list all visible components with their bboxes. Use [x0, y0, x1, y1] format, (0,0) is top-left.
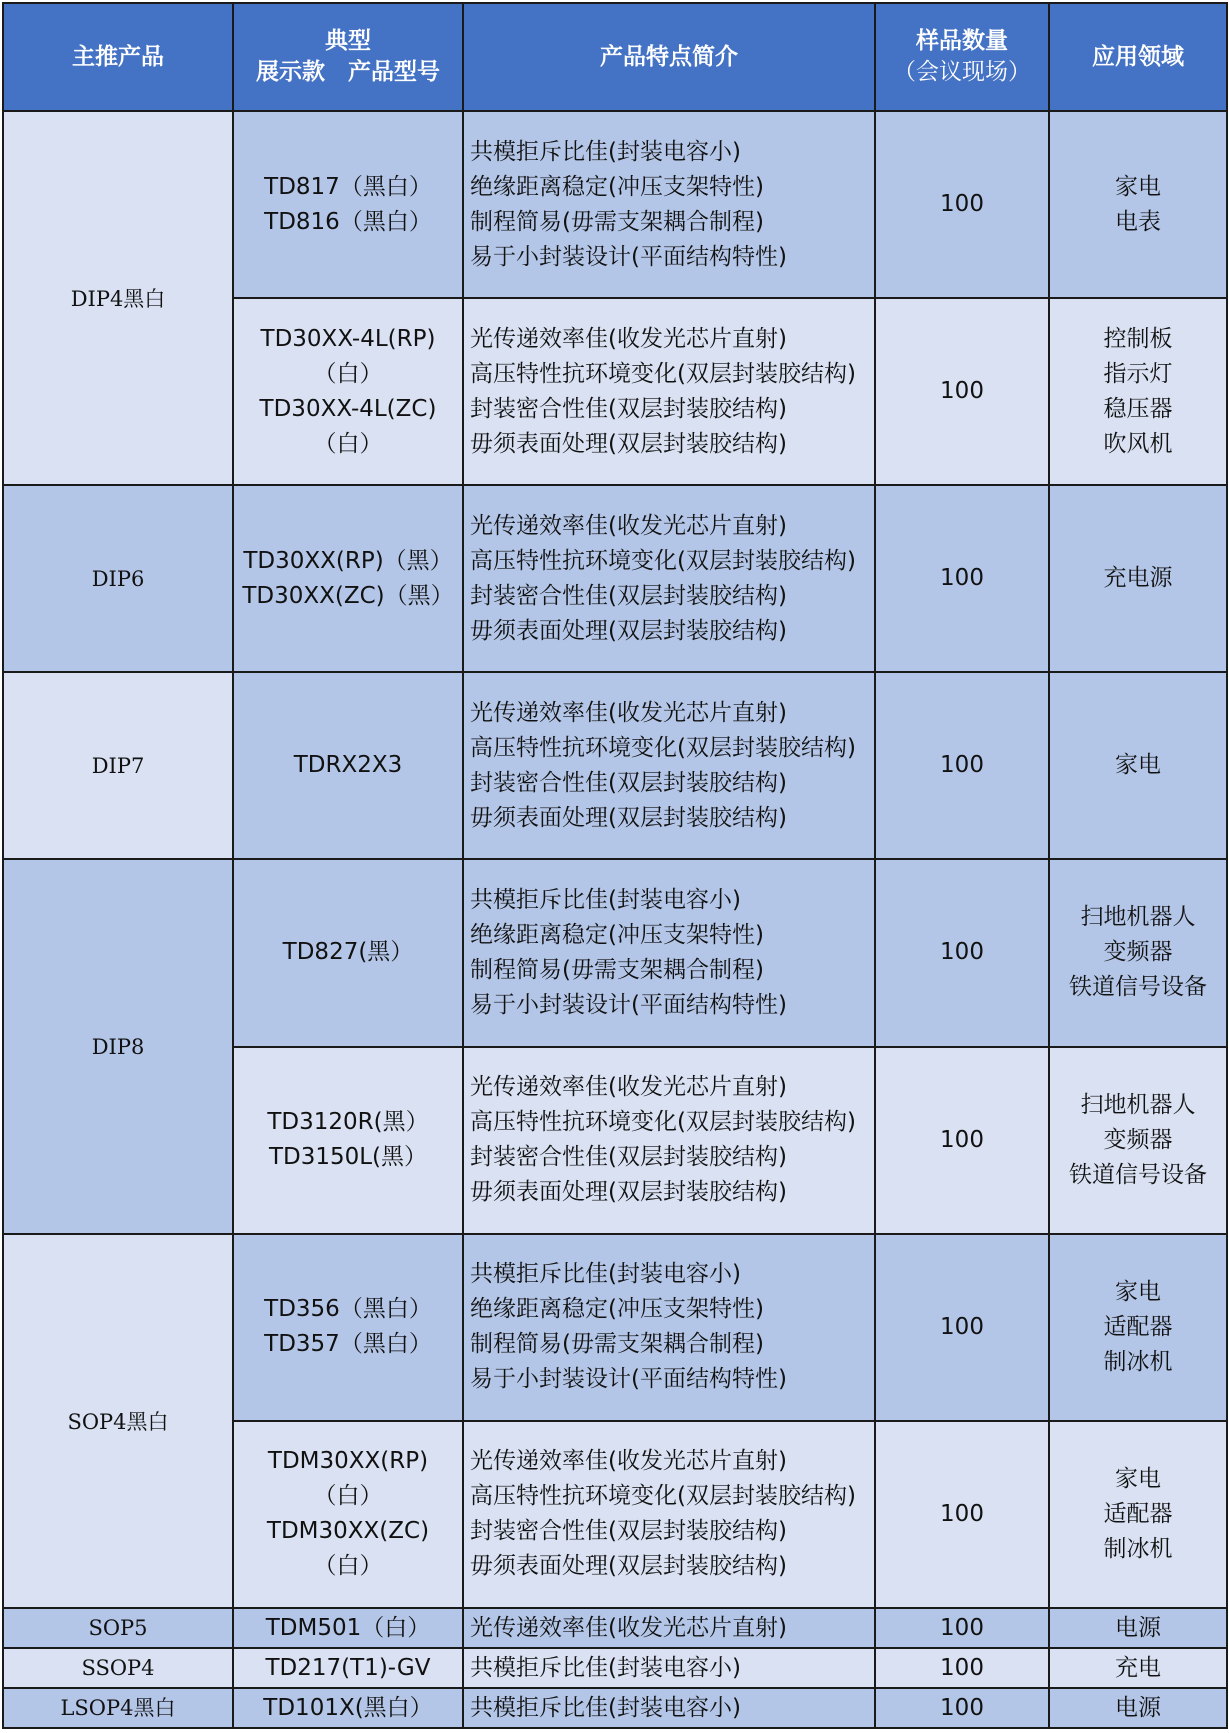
header-main-product: 主推产品 [3, 3, 233, 111]
model-cell-line: TDRX2X3 [293, 752, 403, 779]
features-cell-line: 高压特性抗环境变化(双层封装胶结构) [470, 547, 856, 574]
application-cell-line: 家电 [1115, 752, 1161, 779]
features-cell-line: 共模拒斥比佳(封装电容小) [470, 1694, 741, 1721]
application-cell-line: 指示灯 [1103, 360, 1173, 387]
model-cell-line: TD30XX-4L(RP) [260, 325, 436, 352]
header-features: 产品特点简介 [463, 3, 875, 111]
features-cell-line: 封装密合性佳(双层封装胶结构) [470, 395, 787, 422]
features-cell [463, 1234, 875, 1421]
features-cell-line: 封装密合性佳(双层封装胶结构) [470, 1518, 787, 1545]
features-cell-line: 共模拒斥比佳(封装电容小) [470, 138, 741, 165]
application-cell-line: 稳压器 [1103, 395, 1173, 422]
application-cell-line: 制冰机 [1103, 1348, 1173, 1375]
features-cell-line: 绝缘距离稳定(冲压支架特性) [470, 1296, 764, 1323]
features-cell [463, 1648, 875, 1688]
quantity-cell: 100 [875, 1608, 1049, 1648]
features-cell-line: 光传递效率佳(收发光芯片直射) [470, 325, 787, 352]
features-cell-line: 绝缘距离稳定(冲压支架特性) [470, 173, 764, 200]
quantity-cell: 100 [875, 859, 1049, 1046]
application-cell-line: 电源 [1115, 1694, 1161, 1721]
model-cell-line: TD817（黑白） [264, 173, 432, 200]
application-cell-line: 电源 [1115, 1614, 1161, 1641]
table-row [3, 1688, 1227, 1728]
application-cell [1049, 859, 1227, 1046]
model-cell [233, 859, 463, 1046]
model-cell-line: TD101X(黑白） [263, 1694, 433, 1721]
product-group-cell: SOP4黑白 [3, 1234, 233, 1608]
table-row [3, 1608, 1227, 1648]
table-row [3, 1648, 1227, 1688]
header-qty-line2: （会议现场） [893, 59, 1031, 85]
model-cell-line: TDM501（白） [265, 1614, 431, 1641]
features-cell-line: 制程简易(毋需支架耦合制程) [470, 208, 764, 235]
model-cell-line: TD357（黑白） [264, 1331, 432, 1358]
features-cell [463, 859, 875, 1046]
features-cell-line: 高压特性抗环境变化(双层封装胶结构) [470, 360, 856, 387]
model-cell-line: （白） [313, 1553, 383, 1580]
quantity-cell: 100 [875, 1421, 1049, 1608]
model-cell-line: （白） [313, 1483, 383, 1510]
product-group-cell: DIP8 [3, 859, 233, 1233]
application-cell [1049, 672, 1227, 859]
application-cell-line: 吹风机 [1103, 430, 1173, 457]
model-cell [233, 111, 463, 298]
header-model [233, 3, 463, 111]
application-cell-line: 电表 [1115, 208, 1161, 235]
table-row [3, 859, 1227, 1046]
features-cell-line: 共模拒斥比佳(封装电容小) [470, 886, 741, 913]
application-cell-line: 充电源 [1103, 565, 1173, 592]
features-cell-line: 绝缘距离稳定(冲压支架特性) [470, 921, 764, 948]
table-row [3, 111, 1227, 298]
application-cell-line: 扫地机器人 [1080, 904, 1196, 931]
features-cell-line: 毋须表面处理(双层封装胶结构) [470, 430, 787, 457]
product-group-cell: DIP4黑白 [3, 111, 233, 485]
application-cell [1049, 1421, 1227, 1608]
application-cell-line: 家电 [1115, 173, 1161, 200]
application-cell-line: 变频器 [1103, 1126, 1173, 1153]
model-cell-line: TDM30XX(ZC) [266, 1518, 430, 1545]
features-cell-line: 毋须表面处理(双层封装胶结构) [470, 617, 787, 644]
model-cell [233, 1688, 463, 1728]
model-cell-line: （白） [313, 430, 383, 457]
model-cell-line: TD30XX(RP)（黑） [243, 547, 453, 574]
application-cell [1049, 1047, 1227, 1234]
application-cell-line: 充电 [1115, 1654, 1161, 1681]
application-cell [1049, 1608, 1227, 1648]
application-cell [1049, 1688, 1227, 1728]
features-cell [463, 485, 875, 672]
model-cell [233, 485, 463, 672]
header-model-line1: 典型 [325, 28, 371, 54]
features-cell-line: 易于小封装设计(平面结构特性) [470, 1366, 787, 1393]
features-cell-line: 光传递效率佳(收发光芯片直射) [470, 1448, 787, 1475]
model-cell-line: TD30XX-4L(ZC) [259, 395, 437, 422]
application-cell-line: 变频器 [1103, 939, 1173, 966]
product-group-cell: DIP6 [3, 485, 233, 672]
product-group-cell: LSOP4黑白 [3, 1688, 233, 1728]
model-cell-line: TD827(黑） [282, 939, 414, 966]
application-cell [1049, 111, 1227, 298]
model-cell [233, 1234, 463, 1421]
features-cell-line: 毋须表面处理(双层封装胶结构) [470, 1553, 787, 1580]
features-cell-line: 易于小封装设计(平面结构特性) [470, 243, 787, 270]
product-group-cell: SSOP4 [3, 1648, 233, 1688]
quantity-cell: 100 [875, 485, 1049, 672]
features-cell-line: 制程简易(毋需支架耦合制程) [470, 1331, 764, 1358]
features-cell-line: 共模拒斥比佳(封装电容小) [470, 1654, 741, 1681]
features-cell-line: 高压特性抗环境变化(双层封装胶结构) [470, 1109, 856, 1136]
model-cell-line: TDM30XX(RP) [267, 1448, 429, 1475]
features-cell-line: 共模拒斥比佳(封装电容小) [470, 1261, 741, 1288]
application-cell-line: 控制板 [1103, 325, 1173, 352]
model-cell [233, 672, 463, 859]
quantity-cell: 100 [875, 1648, 1049, 1688]
features-cell [463, 1608, 875, 1648]
model-cell [233, 298, 463, 485]
product-group-cell: DIP7 [3, 672, 233, 859]
features-cell-line: 易于小封装设计(平面结构特性) [470, 991, 787, 1018]
product-group-cell: SOP5 [3, 1608, 233, 1648]
features-cell-line: 封装密合性佳(双层封装胶结构) [470, 1144, 787, 1171]
header-model-line2: 展示款 产品型号 [256, 59, 440, 85]
application-cell-line: 适配器 [1103, 1313, 1173, 1340]
table-row [3, 672, 1227, 859]
features-cell-line: 制程简易(毋需支架耦合制程) [470, 956, 764, 983]
features-cell [463, 1047, 875, 1234]
features-cell-line: 光传递效率佳(收发光芯片直射) [470, 1074, 787, 1101]
features-cell [463, 298, 875, 485]
quantity-cell: 100 [875, 1688, 1049, 1728]
features-cell-line: 毋须表面处理(双层封装胶结构) [470, 1179, 787, 1206]
model-cell [233, 1421, 463, 1608]
quantity-cell: 100 [875, 672, 1049, 859]
features-cell-line: 封装密合性佳(双层封装胶结构) [470, 582, 787, 609]
model-cell-line: TD30XX(ZC)（黑） [242, 582, 454, 609]
product-table [2, 2, 1228, 1729]
application-cell-line: 家电 [1115, 1465, 1161, 1492]
table-row [3, 485, 1227, 672]
model-cell [233, 1648, 463, 1688]
features-cell-line: 封装密合性佳(双层封装胶结构) [470, 769, 787, 796]
model-cell-line: TD356（黑白） [264, 1296, 432, 1323]
features-cell [463, 1688, 875, 1728]
table-body [3, 111, 1227, 1728]
model-cell-line: TD3150L(黑） [268, 1144, 428, 1171]
features-cell-line: 光传递效率佳(收发光芯片直射) [470, 512, 787, 539]
quantity-cell: 100 [875, 298, 1049, 485]
features-cell-line: 高压特性抗环境变化(双层封装胶结构) [470, 1483, 856, 1510]
quantity-cell: 100 [875, 1234, 1049, 1421]
quantity-cell: 100 [875, 1047, 1049, 1234]
quantity-cell: 100 [875, 111, 1049, 298]
application-cell-line: 适配器 [1103, 1500, 1173, 1527]
application-cell-line: 扫地机器人 [1080, 1091, 1196, 1118]
header-row [3, 3, 1227, 111]
features-cell-line: 毋须表面处理(双层封装胶结构) [470, 804, 787, 831]
model-cell-line: （白） [313, 360, 383, 387]
model-cell [233, 1608, 463, 1648]
application-cell-line: 铁道信号设备 [1069, 1161, 1207, 1188]
features-cell [463, 672, 875, 859]
application-cell [1049, 1234, 1227, 1421]
model-cell-line: TD3120R(黑） [267, 1109, 429, 1136]
features-cell-line: 光传递效率佳(收发光芯片直射) [470, 699, 787, 726]
application-cell [1049, 298, 1227, 485]
application-cell [1049, 485, 1227, 672]
model-cell-line: TD816（黑白） [264, 208, 432, 235]
features-cell-line: 高压特性抗环境变化(双层封装胶结构) [470, 734, 856, 761]
header-application: 应用领域 [1049, 3, 1227, 111]
table-row [3, 1234, 1227, 1421]
application-cell-line: 铁道信号设备 [1069, 974, 1207, 1001]
header-qty-line1: 样品数量 [916, 28, 1008, 54]
features-cell-line: 光传递效率佳(收发光芯片直射) [470, 1614, 787, 1641]
features-cell [463, 1421, 875, 1608]
header-quantity [875, 3, 1049, 111]
model-cell [233, 1047, 463, 1234]
application-cell-line: 家电 [1115, 1278, 1161, 1305]
application-cell-line: 制冰机 [1103, 1535, 1173, 1562]
model-cell-line: TD217(T1)-GV [265, 1654, 431, 1681]
features-cell [463, 111, 875, 298]
application-cell [1049, 1648, 1227, 1688]
